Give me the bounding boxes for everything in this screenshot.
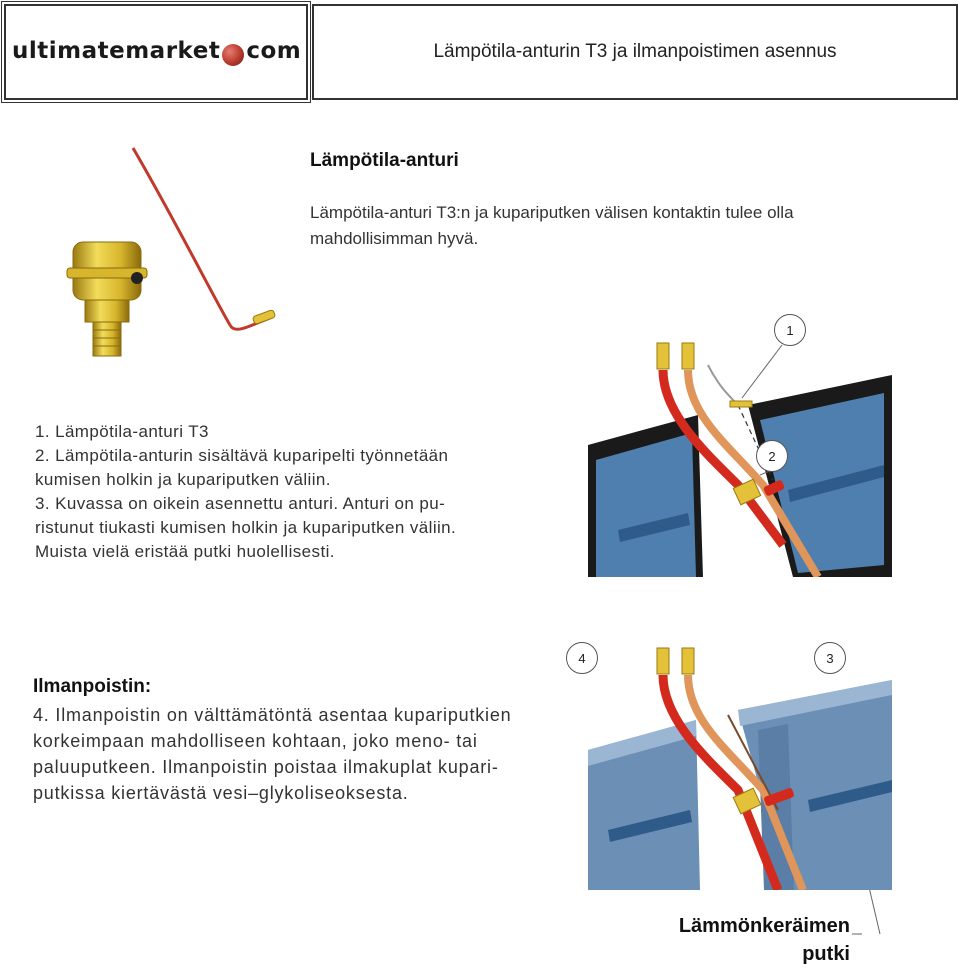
air-vent-line-4: putkissa kiertävästä vesi–glykoliseoksesta. [33, 783, 409, 803]
air-vent-text [33, 702, 511, 806]
sensor-intro-line-1: Lämpötila-anturi T3:n ja kupariputken välisen kontaktin tulee olla [310, 203, 794, 222]
step-line-4: 3. Kuvassa on oikein asennettu anturi. Anturi on pu- [35, 494, 446, 513]
air-vent-line-2: korkeimpaan mahdolliseen kohtaan, joko meno- tai [33, 731, 478, 751]
sensor-intro-line-2: mahdollisimman hyvä. [310, 229, 479, 248]
step-line-3: kumisen holkin ja kupariputken väliin. [35, 470, 331, 489]
step-line-5: ristunut tiukasti kumisen holkin ja kupariputken väliin. [35, 518, 457, 537]
callout-4: 4 [566, 642, 598, 674]
collector-illustration-air-vent [588, 640, 892, 890]
air-vent-line-1: 4. Ilmanpoistin on välttämätöntä asentaa kupariputkien [33, 705, 512, 725]
logo-text-domain: com [246, 38, 302, 64]
step-line-6: Muista vielä eristää putki huolellisesti. [35, 542, 335, 561]
sensor-section-title: Lämpötila-anturi [310, 150, 459, 171]
air-vent-line-3: paluuputkeen. Ilmanpoistin poistaa ilmakuplat kupari- [33, 757, 499, 777]
air-vent-section-title: Ilmanpoistin: [33, 676, 152, 697]
logo-text-main: ultimatemarket [12, 38, 221, 64]
callout-3: 3 [814, 642, 846, 674]
caption-line-2: putki [802, 943, 850, 965]
caption-line-1: Lämmönkeräimen [678, 915, 850, 937]
collector-pipe-caption [640, 912, 850, 968]
document-title: Lämpötila-anturin T3 ja ilmanpoistimen asennus [433, 41, 837, 62]
callout-2: 2 [756, 440, 788, 472]
step-line-2: 2. Lämpötila-anturin sisältävä kuparipelti työnnetään [35, 446, 449, 465]
callout-1: 1 [774, 314, 806, 346]
step-line-1: 1. Lämpötila-anturi T3 [35, 422, 209, 441]
